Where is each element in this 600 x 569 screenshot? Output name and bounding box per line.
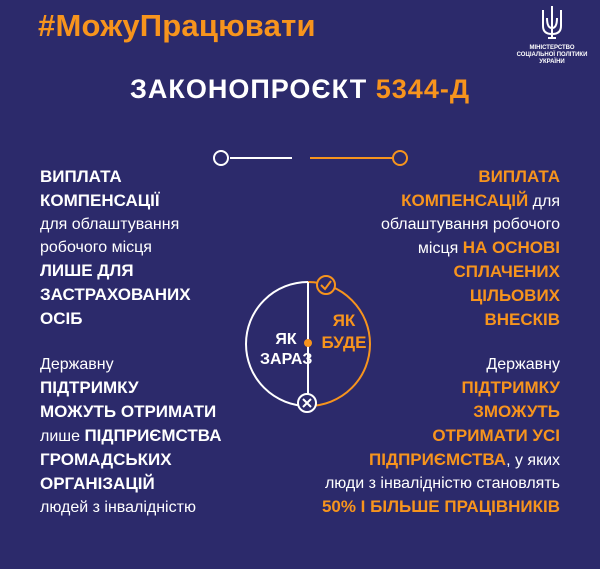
rb-line5a: ПІДПРИЄМСТВА — [369, 450, 507, 469]
rt-line3: облаштування робочого — [380, 216, 560, 233]
rt-line1: ВИПЛАТА — [478, 167, 560, 186]
rb-line7: 50% І БІЛЬШЕ ПРАЦІВНИКІВ — [321, 497, 560, 516]
rb-line6: люди з інвалідністю становлять — [324, 475, 560, 492]
label-now-line2: ЗАРАЗ — [260, 351, 313, 368]
current-support-text — [40, 353, 280, 519]
label-now-line1: ЯК — [275, 331, 297, 348]
future-support-text — [318, 353, 560, 519]
lt-line2: КОМПЕНСАЦІЇ — [40, 191, 160, 210]
cross-icon — [298, 394, 316, 412]
lt-line4: робочого місця — [40, 239, 152, 256]
ministry-name-line2: СОЦІАЛЬНОЇ ПОЛІТИКИ — [516, 52, 588, 58]
rb-line1: Державну — [486, 356, 560, 373]
hashtag-title: #МожуПрацювати — [38, 8, 316, 43]
ministry-name-line1: МІНІСТЕРСТВО — [529, 45, 575, 51]
rt-line6: ЦІЛЬОВИХ — [469, 286, 560, 305]
rt-line4b: НА ОСНОВІ — [462, 238, 560, 257]
lb-line6: ОРГАНІЗАЦІЙ — [40, 474, 155, 493]
future-compensation-text — [318, 165, 560, 332]
ministry-name-line3: УКРАЇНИ — [539, 59, 565, 65]
rt-line2b: для — [528, 193, 560, 210]
lt-line1: ВИПЛАТА — [40, 167, 122, 186]
label-will-line2: БУДЕ — [321, 333, 367, 352]
lb-line4a: лише — [40, 428, 85, 445]
rt-line4a: місця — [417, 240, 463, 257]
bill-number: 5344-Д — [375, 74, 471, 104]
rt-line2a: КОМПЕНСАЦІЙ — [401, 191, 529, 210]
rt-line5: СПЛАЧЕНИХ — [453, 262, 560, 281]
left-ring-dot — [214, 151, 228, 165]
right-ring-dot — [393, 151, 407, 165]
lt-line7: ОСІБ — [40, 309, 83, 328]
lb-line5: ГРОМАДСЬКИХ — [40, 450, 172, 469]
rb-line3: ЗМОЖУТЬ — [473, 402, 560, 421]
rb-line2: ПІДТРИМКУ — [461, 378, 560, 397]
lb-line4b: ПІДПРИЄМСТВА — [84, 426, 222, 445]
title-prefix: ЗАКОНОПРОЄКТ — [129, 74, 368, 104]
rb-line5b: , у яких — [506, 452, 560, 469]
label-will-line1: ЯК — [332, 311, 356, 330]
lt-line6: ЗАСТРАХОВАНИХ — [40, 285, 191, 304]
rb-line4: ОТРИМАТИ УСІ — [432, 426, 560, 445]
lb-line3: МОЖУТЬ ОТРИМАТИ — [40, 402, 217, 421]
lt-line5: ЛИШЕ ДЛЯ — [40, 261, 134, 280]
lt-line3: для облаштування — [40, 216, 180, 233]
lb-line2: ПІДТРИМКУ — [40, 378, 139, 397]
rt-line7: ВНЕСКІВ — [484, 310, 560, 329]
current-compensation-text — [40, 165, 280, 331]
lb-line7: людей з інвалідністю — [40, 499, 196, 516]
lb-line1: Державну — [40, 356, 114, 373]
